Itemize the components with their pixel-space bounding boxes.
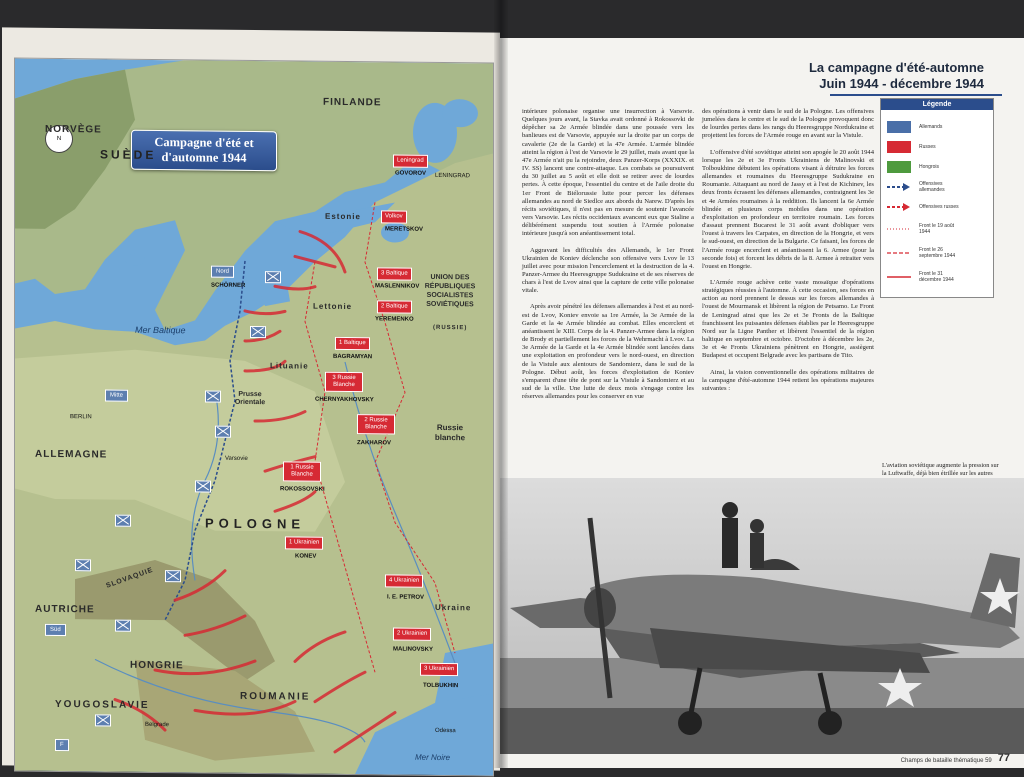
legend-label: Front le 31 décembre 1944 — [919, 271, 954, 283]
legend-item — [887, 223, 959, 235]
label-hongrie: HONGRIE — [130, 659, 184, 672]
german-unit-marker: Mitte — [105, 389, 128, 401]
front-marker: 3 Ukrainien — [420, 663, 458, 676]
label-ukraine: Ukraine — [435, 602, 472, 613]
legend-label: Russes — [919, 144, 936, 150]
front-marker: 2 Russie Blanche — [357, 414, 395, 434]
commander-label: MALINOVSKY — [393, 646, 434, 653]
legend-label: Offensives russes — [919, 204, 959, 210]
compass-rose-icon: N — [45, 125, 73, 153]
legend-label: Front le 19 août 1944 — [919, 223, 955, 235]
footer-text: Champs de bataille thématique 59 — [900, 758, 992, 764]
german-unit-marker: Nord — [211, 266, 234, 278]
legend-label: Hongrois — [919, 164, 940, 170]
paragraph: L'Armée rouge achève cette vaste mosaïque d'opérations stratégiques réussies à l'automne. À cette occasion, ses forces en action au nord prennent le dessus sur les forces allemandes à l'ouest de Mourmansk et libèrent la région de Petsamo. Le Front de Leningrad ainsi que les 2e et 3e Fronts de la Baltique franchissent les puissantes défenses établies par le Heeresgruppe Nord sur la Ligne Panther et libèrent l'essentiel de la région baltique en septembre et octobre. D'octobre à décembre les 2e, 3e et 4e Fronts Ukrainiens pénètrent en Hongrie, assiègent Budapest et occupent Belgrade avec les partisans de Tito. — [702, 278, 874, 360]
front-marker: 2 Baltique — [377, 300, 412, 313]
map-legend — [880, 98, 994, 298]
german-unit-marker: F — [55, 739, 69, 751]
front-marker: 1 Ukrainien — [285, 536, 323, 549]
left-page — [2, 27, 500, 770]
label-estonie: Estonie — [325, 211, 361, 222]
front-line-icon — [887, 223, 911, 235]
commander-label: CHERNYAKHOVSKY — [315, 396, 374, 404]
label-berlin: BERLIN — [70, 414, 92, 421]
arrow-icon — [887, 181, 911, 193]
unit-symbol-icon — [205, 391, 221, 403]
header-rule — [830, 94, 1002, 96]
front-marker: 1 Baltique — [335, 337, 370, 350]
paragraph: intérieure polonaise organise une insurrection à Varsovie. Quelques jours avant, la Stavka avait ordonné à Rokossovki de dépêcher sa 2e Armée blindée dans une poussée vers les banlieues est de Varsovie, appuyée sur la droite par un corps de cavalerie (2e de la Garde) et la 47e Armée. L'armée blindée atteint la région à l'est de Varsovie le 29 juillet, mais avant que la 47e Armée n'ait pu la rejoindre, deux Panzer-Korps (XXXIX. et IV. SS) lancent une contre-attaque. Les combats se poursuivent du 30 juillet au 5 août et elle doit se retirer avec de lourdes pertes. À cette époque, l'essentiel du centre et de l'aile droite du 1er Front de Biélorussie lutte pour percer les défenses allemandes au nord de Siedlce aux abords du Narew. D'après les récits soviétiques, il n'est pas en mesure de soutenir l'avancée vers Varsovie. Les récits occidentaux avancent eux que Staline a délibérément suspendu tout soutien à l'Armée polonaise intérieure jusqu'à son anéantissement total. — [522, 108, 694, 238]
front-marker: 2 Ukrainien — [393, 627, 431, 640]
unit-symbol-icon — [165, 570, 181, 582]
commander-label: I. E. PETROV — [387, 594, 425, 601]
map-title: Campagne d'été et d'automne 1944 — [131, 130, 277, 172]
page-footer — [901, 752, 1010, 764]
label-belgrade: Belgrade — [145, 721, 170, 729]
label-varsovie: Varsovie — [225, 455, 248, 462]
legend-label: Front le 26 septembre 1944 — [919, 247, 956, 259]
legend-item — [887, 201, 959, 213]
commander-label: MERETSKOV — [385, 226, 424, 233]
front-line-icon — [887, 247, 911, 259]
unit-symbol-icon — [115, 515, 131, 527]
legend-label: Offensives allemandes — [919, 181, 945, 193]
header-line-2: Juin 1944 - décembre 1944 — [819, 76, 984, 91]
front-marker: Leningrad — [393, 154, 428, 167]
arrow-icon — [887, 201, 911, 213]
label-urss: UNION DES RÉPUBLIQUES SOCIALISTES SOVIÉTIQUES — [424, 273, 476, 309]
label-finlande: FINLANDE — [323, 96, 382, 109]
commander-label: GOVOROV — [395, 170, 427, 177]
photo-caption: L'aviation soviétique augmente la pression sur la Luftwaffe, déjà bien étrillée sur les autres — [882, 462, 999, 477]
label-mer-baltique: Mer Baltique — [135, 324, 186, 336]
paragraph: des opérations à venir dans le sud de la Pologne. Les offensives jumelées dans le centre et le sud de la Pologne provoquent donc de lourdes pertes dans les rangs du Heeresgruppe Nordukraine et projettent les forces de l'Armée rouge en avant sur la Vistule. — [702, 108, 874, 140]
label-pologne: POLOGNE — [205, 515, 306, 532]
label-autriche: AUTRICHE — [35, 603, 95, 616]
german-unit-marker: Süd — [45, 624, 66, 636]
paragraph: Après avoir pénétré les défenses allemandes à l'est et au nord-est de Lvov, Koniev envoie sa 1re Armée, la 3e Armée de la Garde et la 4e Armée blindée au combat. Elles encerclent et anéantissent le XIII. Corps de la 4. Panzer-Armee dans la région de Brody et partiellement les forces de la Wehrmacht à Lvov. La 3e Armée de la Garde et la 4e Armée blindée sont lancées dans une exploitation en profondeur vers le nord-ouest, en direction de la Vistule aux alentours de Sandomierz, dans le sud de la Pologne. Début août, les forces d'exploitation de Koniev s'emparent d'une tête de pont sur la Vistule à Sandomierz et au sud de la ville. Une lutte de deux mois s'engage contre les réserves allemandes pour les conserver en vue — [522, 303, 694, 401]
label-russie-blanche: Russie blanche — [434, 422, 466, 443]
commander-label: KONEV — [295, 553, 317, 560]
commander-label: ROKOSSOVSKI — [280, 486, 325, 493]
unit-symbol-icon — [215, 426, 231, 438]
label-suede: SUÈDE — [100, 147, 157, 163]
front-marker: Volkov — [381, 210, 407, 223]
legend-item — [887, 181, 959, 193]
commander-label: SCHÖRNER — [211, 282, 246, 289]
label-leningrad: LENINGRAD — [435, 172, 471, 180]
legend-item — [887, 247, 959, 259]
commander-label: BAGRAMYAN — [333, 353, 373, 361]
label-mer-noire: Mer Noire — [415, 752, 451, 763]
unit-symbol-icon — [115, 620, 131, 632]
paragraph: Ainsi, la vision conventionnelle des opérations militaires de la campagne d'été-automne 1944 retient les opérations majeures suivantes : — [702, 368, 874, 392]
front-marker: 4 Ukrainien — [385, 574, 423, 587]
header-line-1: La campagne d'été-automne — [808, 60, 984, 75]
front-marker: 3 Russie Blanche — [325, 372, 363, 392]
label-odessa: Odessa — [435, 727, 456, 735]
legend-swatch — [887, 121, 911, 133]
label-prusse: Prusse Orientale — [234, 390, 266, 407]
legend-swatch — [887, 141, 911, 153]
unit-symbol-icon — [195, 480, 211, 492]
text-column-1 — [522, 108, 694, 409]
legend-swatch — [887, 161, 911, 173]
legend-item — [887, 271, 959, 283]
front-line-icon — [887, 271, 911, 283]
label-slovaquie: SLOVAQUIE — [105, 566, 155, 590]
label-lituanie: Lituanie — [270, 361, 309, 371]
label-roumanie: ROUMANIE — [240, 690, 311, 703]
unit-symbol-icon — [250, 326, 266, 338]
legend-item — [887, 161, 939, 173]
label-lettonie: Lettonie — [313, 301, 353, 312]
aircraft-photo-graphic — [500, 478, 1024, 754]
legend-item — [887, 121, 942, 133]
campaign-map — [14, 58, 494, 777]
commander-label: ZAKHAROV — [357, 440, 391, 447]
label-norvege: NORVÈGE — [45, 123, 102, 136]
commander-label: TOLBUKHIN — [423, 682, 459, 690]
paragraph: L'offensive d'été soviétique atteint son apogée le 20 août 1944 lorsque les 2e et 3e Fronts Ukrainiens de Malinovski et Tolboukhine débutent les opérations visant à détruire les forces allemandes et roumaines du Heeresgruppe Sudukraine en Roumanie. Attaquant au nord de Jassy et à l'est de Kichinev, les deux fronts écrasent les défenses allemandes, contraignent les 3e et 4e Armées roumaines à la reddition. Ils lancent la 6e Armée blindée et plusieurs corps mobiles dans une opération d'exploitation en profondeur en territoire roumain. Les forces d'assaut prennent Bucarest le 31 août avant d'obliquer vers l'ouest à travers les Carpates, en direction de la Hongrie, et vers le sud-ouest, en direction de la Bulgarie. Ce faisant, les forces de l'Armée rouge encerclent et anéantissent la 6. Armee (pour la seconde fois) et forcent les débris de la 8. Armee à retraiter vers l'ouest en Hongrie. — [702, 148, 874, 270]
aircraft-photo — [500, 478, 1024, 754]
book-gutter — [494, 0, 508, 768]
commander-label: MASLENNIKOV — [375, 283, 420, 290]
label-allemagne: ALLEMAGNE — [35, 448, 108, 461]
legend-item — [887, 141, 936, 153]
right-page — [500, 38, 1024, 768]
text-column-2 — [702, 108, 874, 401]
unit-symbol-icon — [95, 714, 111, 726]
page-number: 77 — [997, 752, 1010, 764]
paragraph: Aggravant les difficultés des Allemands, le 1er Front Ukrainien de Koniev déclenche son offensive vers Lvov le 13 juillet avec pour mission l'encerclement et la destruction de la 4. Panzer-Armee du Heeresgruppe Sudukraine et de ses réserves de chars à l'est de Lvov ainsi que la capture de cette ville polonaise vitale. — [522, 246, 694, 295]
legend-title: Légende — [881, 99, 993, 110]
front-marker: 3 Baltique — [377, 267, 412, 280]
unit-symbol-icon — [75, 559, 91, 571]
commander-label: YEREMENKO — [375, 316, 414, 323]
label-yougoslavie: YOUGOSLAVIE — [55, 698, 150, 711]
front-marker: 1 Russie Blanche — [283, 461, 321, 481]
page-header — [809, 60, 984, 92]
legend-label: Allemands — [919, 124, 943, 130]
unit-symbol-icon — [265, 271, 281, 283]
label-russie: (RUSSIE) — [433, 324, 468, 332]
